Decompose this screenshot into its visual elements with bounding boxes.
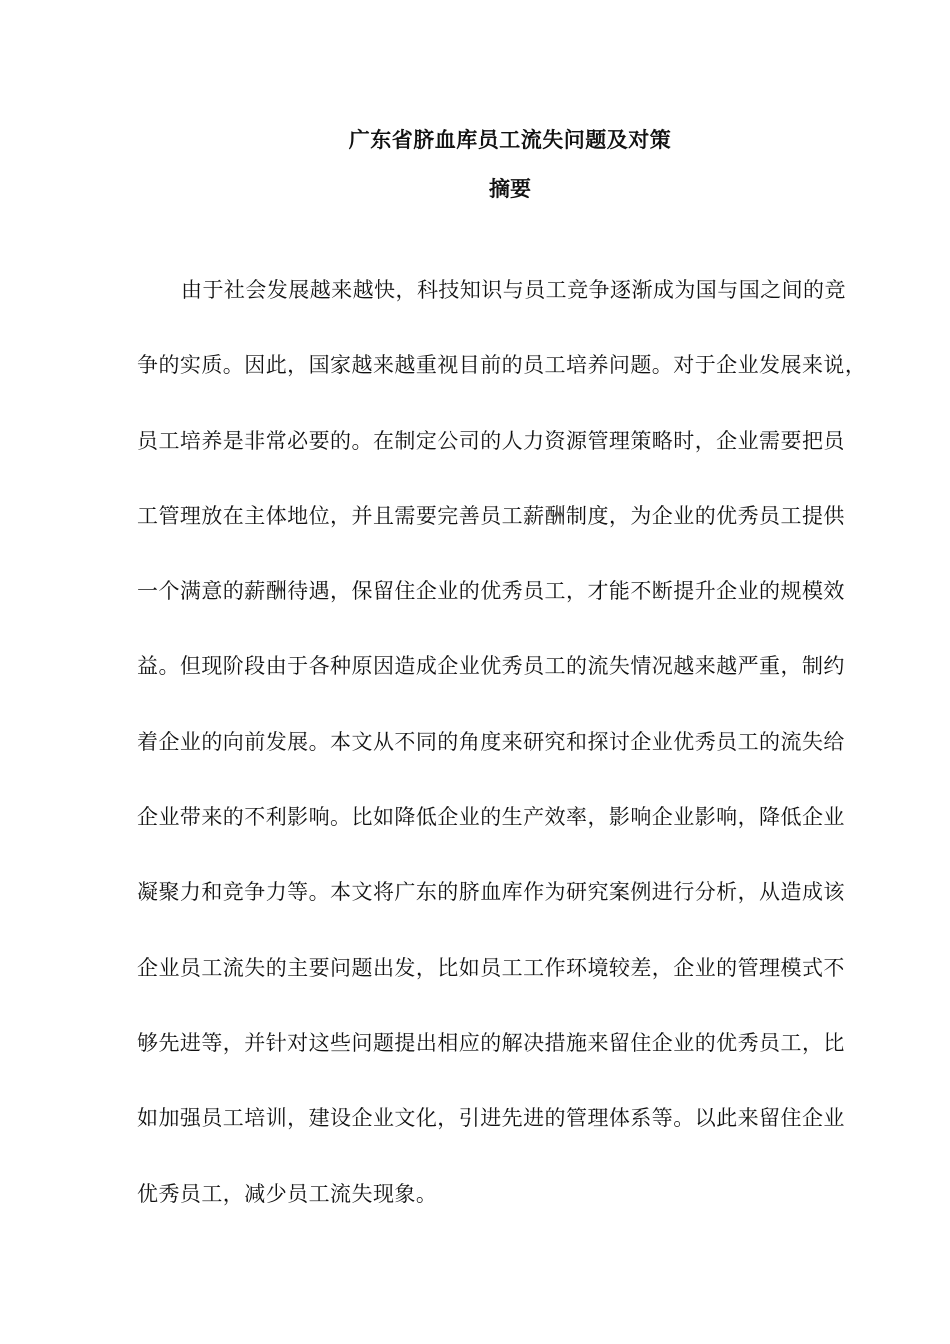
abstract-line: 凝聚力和竞争力等。本文将广东的脐血库作为研究案例进行分析，从造成该 bbox=[137, 880, 845, 905]
abstract-line: 一个满意的薪酬待遇，保留住企业的优秀员工，才能不断提升企业的规模效 bbox=[137, 579, 845, 604]
abstract-line: 由于社会发展越来越快，科技知识与员工竞争逐渐成为国与国之间的竞 bbox=[181, 278, 846, 302]
abstract-line: 工管理放在主体地位，并且需要完善员工薪酬制度，为企业的优秀员工提供 bbox=[137, 503, 845, 528]
abstract-line: 优秀员工，减少员工流失现象。 bbox=[137, 1181, 438, 1206]
abstract-line: 够先进等，并针对这些问题提出相应的解决措施来留住企业的优秀员工，比 bbox=[137, 1030, 845, 1055]
abstract-heading: 摘要 bbox=[489, 177, 531, 201]
abstract-line: 着企业的向前发展。本文从不同的角度来研究和探讨企业优秀员工的流失给 bbox=[137, 729, 845, 754]
document-title: 广东省脐血库员工流失问题及对策 bbox=[348, 128, 672, 152]
abstract-body bbox=[137, 272, 882, 1251]
abstract-line: 员工培养是非常必要的。在制定公司的人力资源管理策略时，企业需要把员 bbox=[137, 428, 845, 453]
abstract-line: 企业员工流失的主要问题出发，比如员工工作环境较差，企业的管理模式不 bbox=[137, 955, 845, 980]
abstract-line: 争的实质。因此，国家越来越重视目前的员工培养问题。对于企业发展来说， bbox=[137, 353, 867, 378]
abstract-line: 企业带来的不利影响。比如降低企业的生产效率，影响企业影响，降低企业 bbox=[137, 805, 845, 830]
abstract-line: 如加强员工培训，建设企业文化，引进先进的管理体系等。以此来留住企业 bbox=[137, 1106, 845, 1131]
abstract-line: 益。但现阶段由于各种原因造成企业优秀员工的流失情况越来越严重，制约 bbox=[137, 654, 845, 679]
